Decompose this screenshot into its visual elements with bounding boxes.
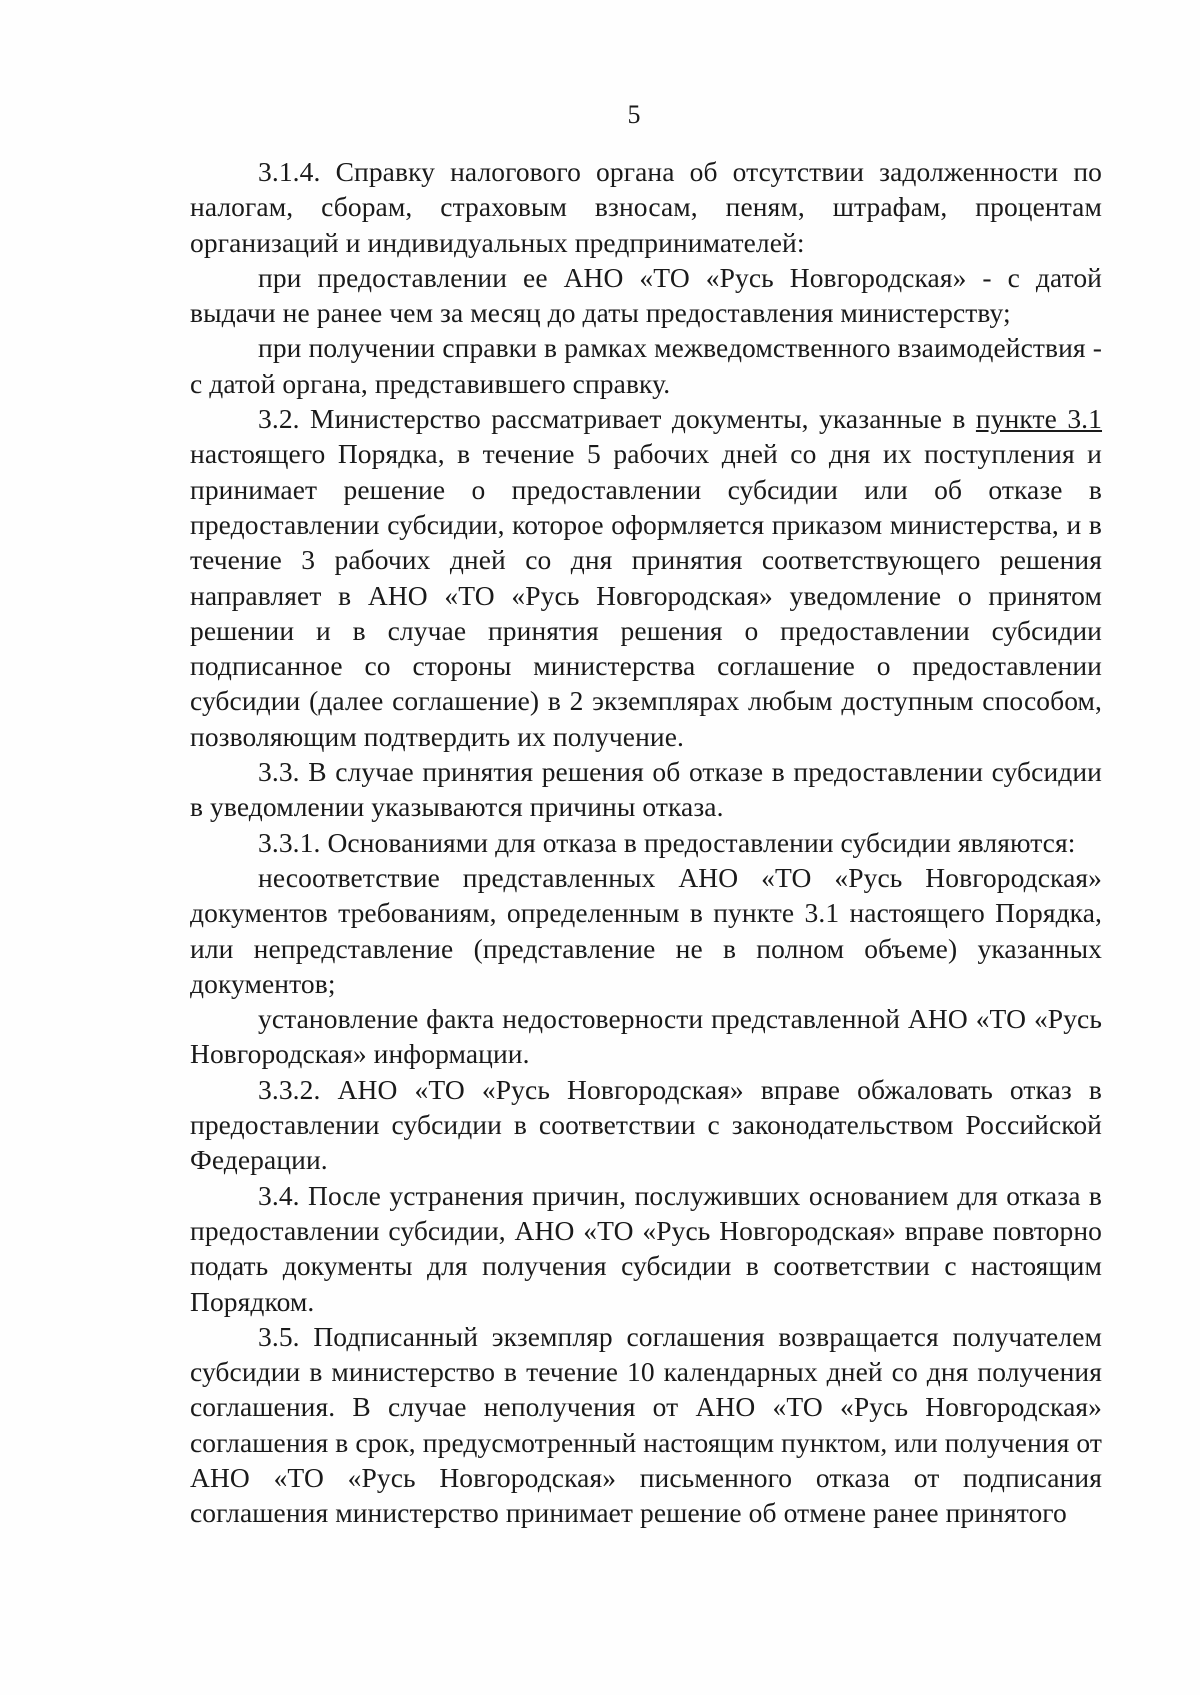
document-body — [190, 154, 1102, 1531]
paragraph-interagency: при получении справки в рамках межведомственного взаимодействия - с датой органа, представившего справку. — [190, 332, 1102, 399]
paragraph-3-4: 3.4. После устранения причин, послуживших основанием для отказа в предоставлении субсидии, АНО «ТО «Русь Новгородская» вправе повторно подать документы для получения субсидии в соответствии с настоящим Порядком. — [190, 1179, 1102, 1317]
clause-3-1-reference: пункте 3.1 — [975, 403, 1103, 435]
paragraph-3-2-text-before: 3.2. Министерство рассматривает документы, указанные в — [258, 403, 976, 435]
paragraph-unreliable-info: установление факта недостоверности представленной АНО «ТО «Русь Новгородская» информации. — [190, 1003, 1102, 1070]
paragraph-non-compliance: несоответствие представленных АНО «ТО «Русь Новгородская» документов требованиям, определенным в пункте 3.1 настоящего Порядка, или непредставление (представление не в полном объеме) указанных документов; — [190, 861, 1102, 999]
paragraph-3-5: 3.5. Подписанный экземпляр соглашения возвращается получателем субсидии в министерство в течение 10 календарных дней со дня получения соглашения. В случае неполучения от АНО «ТО «Русь Новгородская» соглашения в срок, предусмотренный настоящим пунктом, или получения от АНО «ТО «Русь Новгородская» письменного отказа от подписания соглашения министерство принимает решение об отмене ранее принятого — [190, 1320, 1102, 1529]
paragraph-3-1-4: 3.1.4. Справку налогового органа об отсутствии задолженности по налогам, сборам, страховым взносам, пеням, штрафам, процентам организаций и индивидуальных предпринимателей: — [190, 156, 1102, 258]
paragraph-3-3-1: 3.3.1. Основаниями для отказа в предоставлении субсидии являются: — [258, 826, 1076, 858]
paragraph-3-3-2: 3.3.2. АНО «ТО «Русь Новгородская» вправе обжаловать отказ в предоставлении субсидии в соответствии с законодательством Российской Федерации. — [190, 1073, 1102, 1176]
paragraph-3-2-text-after: настоящего Порядка, в течение 5 рабочих дней со дня их поступления и принимает решение о предоставлении субсидии или об отказе в предоставлении субсидии, которое оформляется приказом министерства, и в течение 3 рабочих дней со дня принятия соответствующего решения направляет в АНО «ТО «Русь Новгородская» уведомление о принятом решении и в случае принятия решения о предоставлении субсидии подписанное со стороны министерства соглашение о предоставлении субсидии (далее соглашение) в 2 экземплярах любым доступным способом, позволяющим подтвердить их получение. — [190, 438, 1102, 752]
paragraph-provision-ano: при предоставлении ее АНО «ТО «Русь Новгородская» - с датой выдачи не ранее чем за месяц до даты предоставления министерству; — [190, 261, 1102, 329]
paragraph-3-2 — [190, 401, 1102, 754]
page-number: 5 — [627, 100, 641, 129]
paragraph-3-3: 3.3. В случае принятия решения об отказе в предоставлении субсидии в уведомлении указываются причины отказа. — [190, 756, 1102, 823]
